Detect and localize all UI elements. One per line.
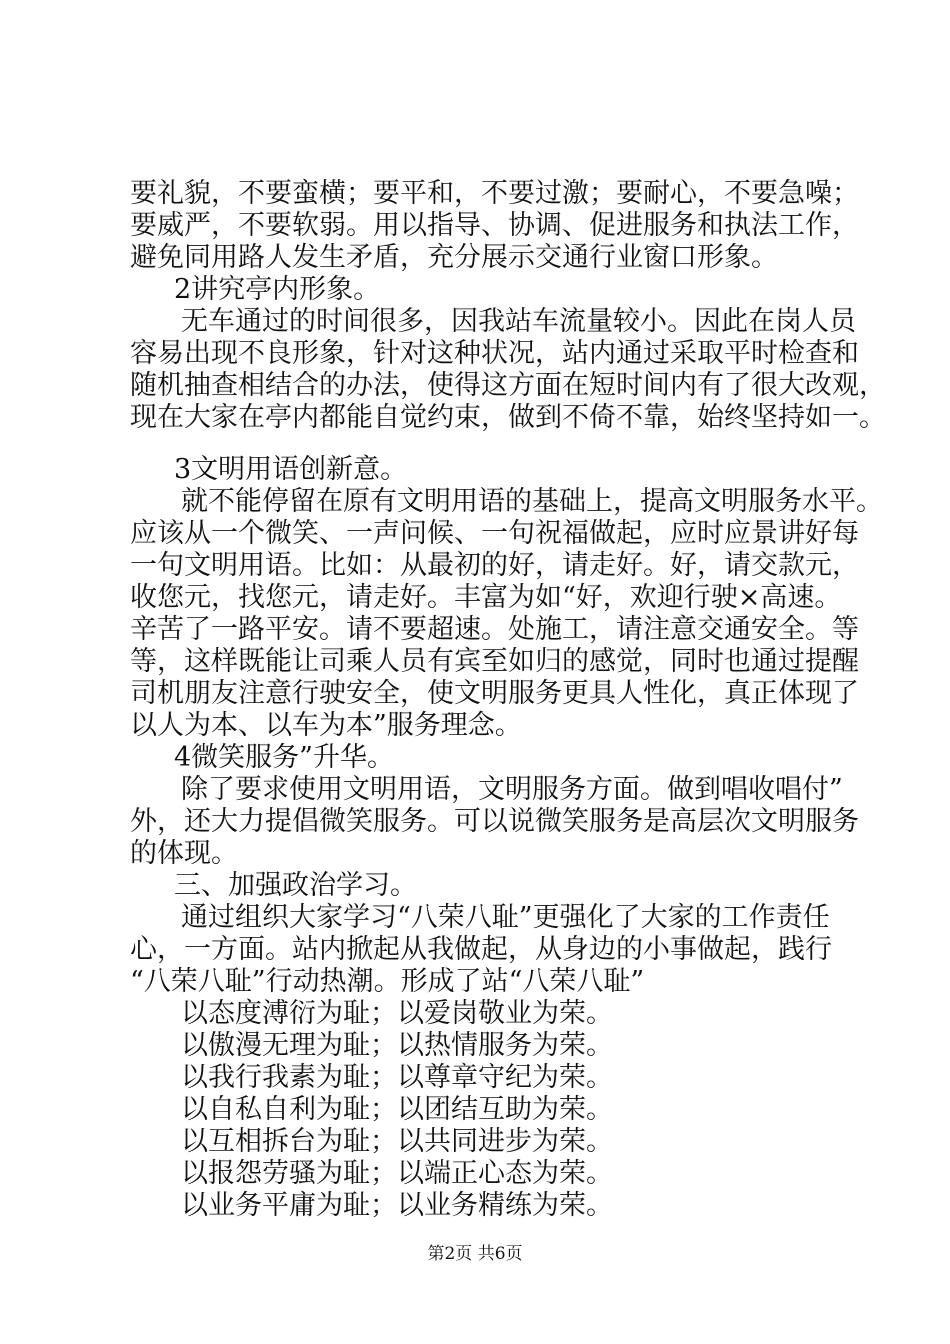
- body-line-24: 心，一方面。站内掀起从我做起，从身边的小事做起，践行: [130, 934, 832, 965]
- body-line-13: 收您元，找您元，请走好。丰富为如“好，欢迎行驶×高速。: [130, 582, 842, 613]
- body-line-5: 无车通过的时间很多，因我站车流量较小。因此在岗人员: [181, 306, 856, 337]
- body-line-14: 辛苦了一路平安。请不要超速。处施工，请注意交通安全。等: [130, 614, 859, 645]
- body-line-10: 就不能停留在原有文明用语的基础上，提高文明服务水平。: [181, 486, 883, 517]
- body-line-23: 通过组织大家学习“八荣八耻”更强化了大家的工作责任: [181, 902, 830, 933]
- body-line-3: 避免同用路人发生矛盾，充分展示交通行业窗口形象。: [130, 242, 778, 273]
- body-line-17: 以人为本、以车为本”服务理念。: [130, 710, 522, 741]
- motto-line-3: 以我行我素为耻；以尊章守纪为荣。: [181, 1062, 613, 1093]
- body-line-15: 等，这样既能让司乘人员有宾至如归的感觉，同时也通过提醒: [130, 646, 859, 677]
- body-line-21: 的体现。: [130, 838, 238, 869]
- body-line-20: 外，还大力提倡微笑服务。可以说微笑服务是高层次文明服务: [130, 806, 859, 837]
- body-line-11: 应该从一个微笑、一声问候、一句祝福做起，应时应景讲好每: [130, 518, 859, 549]
- body-line-6: 容易出现不良形象，针对这种状况，站内通过采取平时检查和: [130, 338, 859, 369]
- motto-line-1: 以态度溥衍为耻；以爱岗敬业为荣。: [181, 998, 613, 1029]
- body-line-2: 要威严，不要软弱。用以指导、协调、促进服务和执法工作，: [130, 210, 859, 241]
- page-number-footer: 第2页 共6页: [427, 1244, 523, 1264]
- section-heading-3: 3文明用语创新意。: [174, 454, 408, 485]
- body-line-7: 随机抽查相结合的办法，使得这方面在短时间内有了很大改观，: [130, 370, 886, 401]
- section-heading-2: 2讲究亭内形象。: [174, 274, 381, 305]
- body-line-12: 一句文明用语。比如：从最初的好，请走好。好，请交款元，: [130, 550, 859, 581]
- body-line-16: 司机朋友注意行驶安全，使文明服务更具人性化，真正体现了: [130, 678, 859, 709]
- body-line-1: 要礼貌，不要蛮横；要平和，不要过激；要耐心，不要急噪；: [130, 178, 859, 209]
- motto-line-2: 以傲漫无理为耻；以热情服务为荣。: [181, 1030, 613, 1061]
- motto-line-6: 以报怨劳骚为耻；以端正心态为荣。: [181, 1158, 613, 1189]
- body-line-8: 现在大家在亭内都能自觉约束，做到不倚不靠，始终坚持如一。: [130, 402, 886, 433]
- section-heading-three: 三、加强政治学习。: [174, 870, 417, 901]
- body-line-25: “八荣八耻”行动热潮。形成了站“八荣八耻”: [130, 966, 645, 997]
- motto-line-4: 以自私自利为耻；以团结互助为荣。: [181, 1094, 613, 1125]
- motto-line-5: 以互相拆台为耻；以共同进步为荣。: [181, 1126, 613, 1157]
- body-line-19: 除了要求使用文明用语，文明服务方面。做到唱收唱付”: [181, 774, 843, 805]
- section-heading-4: 4微笑服务”升华。: [174, 742, 394, 773]
- motto-line-7: 以业务平庸为耻；以业务精练为荣。: [181, 1190, 613, 1221]
